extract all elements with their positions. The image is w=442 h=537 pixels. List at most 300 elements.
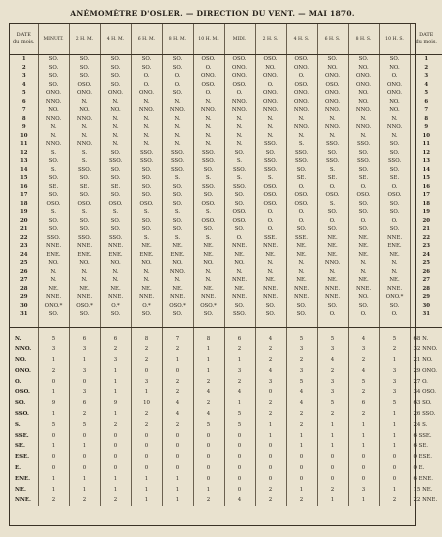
count-cell: 2	[131, 409, 162, 420]
count-cell: 2	[162, 420, 193, 431]
count-row	[10, 344, 442, 355]
wind-direction-cell: OSO.	[348, 191, 379, 200]
day-number: 1	[410, 55, 442, 64]
count-cell: 2	[379, 495, 410, 506]
wind-direction-cell: NE.	[286, 242, 317, 251]
wind-direction-cell: NNO.	[317, 123, 348, 132]
count-cell: 4	[348, 366, 379, 377]
count-cell: 1	[317, 420, 348, 431]
day-number: 24	[19, 251, 28, 258]
count-cell: 0	[224, 431, 255, 442]
wind-direction-cell: SO.	[224, 191, 255, 200]
wind-direction-cell: OSO.	[255, 183, 286, 192]
wind-direction-cell: NE.	[193, 285, 224, 294]
wind-direction-cell: SSO.	[379, 157, 410, 166]
wind-direction-table-frame	[9, 23, 438, 526]
direction-label: N.	[15, 335, 22, 342]
wind-direction-cell: N.	[100, 115, 131, 124]
wind-direction-cell: O.	[317, 217, 348, 226]
day-number: 20	[410, 217, 442, 226]
wind-direction-cell: N.	[379, 268, 410, 277]
wind-direction-cell: O.	[379, 72, 410, 81]
wind-direction-cell: SO.	[100, 310, 131, 319]
wind-direction-cell: N.	[348, 268, 379, 277]
wind-direction-cell: O.	[224, 234, 255, 243]
wind-direction-cell: SE.	[379, 174, 410, 183]
wind-direction-cell: O.	[162, 72, 193, 81]
direction-label: S.	[15, 421, 21, 428]
wind-direction-cell: NNO.	[38, 140, 69, 149]
wind-direction-cell: NNO.	[317, 106, 348, 115]
direction-label: NNE.	[15, 497, 31, 504]
count-cell: 1	[38, 409, 69, 420]
wind-direction-cell: NO.	[193, 259, 224, 268]
count-cell: 3	[317, 387, 348, 398]
direction-label: SE.	[15, 443, 25, 450]
day-number: 31	[19, 311, 28, 317]
count-cell: 2	[162, 377, 193, 388]
wind-direction-cell: NE.	[255, 276, 286, 285]
wind-direction-cell: SO.	[348, 302, 379, 311]
count-cell: 2	[255, 485, 286, 496]
wind-direction-cell: O.	[255, 81, 286, 90]
wind-direction-cell: N.	[131, 123, 162, 132]
wind-direction-cell: N.	[379, 115, 410, 124]
wind-direction-cell: O.	[379, 183, 410, 192]
daily-observations	[10, 55, 442, 328]
day-number: 9	[410, 123, 442, 132]
wind-direction-cell: N.	[224, 123, 255, 132]
wind-direction-cell: OSO.	[379, 191, 410, 200]
wind-direction-cell: N.	[193, 123, 224, 132]
day-number: 5	[21, 90, 26, 96]
day-number: 22	[19, 234, 28, 241]
table-row	[10, 285, 442, 294]
count-cell: 10	[131, 398, 162, 409]
count-cell: 2	[193, 398, 224, 409]
wind-direction-cell: ONO.	[255, 98, 286, 107]
wind-direction-cell: SSO.	[286, 149, 317, 158]
wind-direction-cell: NO.	[38, 259, 69, 268]
count-cell: 9	[38, 398, 69, 409]
wind-direction-cell: N.	[348, 259, 379, 268]
wind-direction-cell: NE.	[348, 276, 379, 285]
count-cell: 1	[38, 387, 69, 398]
count-cell: 2	[38, 495, 69, 506]
table-row	[10, 140, 442, 149]
count-cell: 3	[38, 344, 69, 355]
wind-direction-cell: SO.	[162, 64, 193, 73]
count-cell: 4	[224, 495, 255, 506]
wind-direction-cell: ONO.	[317, 98, 348, 107]
wind-direction-cell: OSO.	[193, 217, 224, 226]
wind-direction-cell: N.	[162, 123, 193, 132]
wind-direction-cell: NO.	[348, 293, 379, 302]
count-cell: 8	[193, 334, 224, 345]
wind-direction-cell: N.	[38, 276, 69, 285]
count-cell: 0	[348, 452, 379, 463]
wind-direction-cell: N.	[286, 132, 317, 141]
wind-direction-cell: N.	[162, 276, 193, 285]
wind-direction-cell: S.	[162, 174, 193, 183]
wind-direction-cell: O.	[193, 89, 224, 98]
wind-direction-cell: O.	[286, 183, 317, 192]
wind-direction-cell: OSO.	[69, 200, 100, 209]
wind-direction-cell: SE.	[69, 183, 100, 192]
wind-direction-cell: SSO.	[317, 140, 348, 149]
count-cell: 2	[317, 485, 348, 496]
day-number: 15	[19, 175, 28, 181]
day-number: 11	[19, 141, 28, 147]
wind-direction-cell: OSO.	[255, 200, 286, 209]
count-cell: 0	[193, 452, 224, 463]
count-cell: 0	[348, 474, 379, 485]
wind-direction-cell: SO.	[38, 72, 69, 81]
wind-direction-cell: N.	[69, 268, 100, 277]
wind-direction-cell: S.	[38, 149, 69, 158]
wind-direction-cell: NE.	[348, 234, 379, 243]
count-cell: 1	[38, 441, 69, 452]
wind-direction-cell: SO.	[162, 191, 193, 200]
wind-direction-cell: SO.	[100, 81, 131, 90]
direction-total: 63 SO.	[410, 398, 442, 409]
day-number: 27	[410, 276, 442, 285]
day-number: 2	[21, 64, 26, 71]
wind-direction-cell: NNE.	[69, 293, 100, 302]
count-cell: 1	[131, 387, 162, 398]
count-cell: 1	[348, 441, 379, 452]
wind-direction-cell: NNO.	[286, 106, 317, 115]
wind-direction-cell: NO.	[348, 64, 379, 73]
count-cell: 2	[69, 495, 100, 506]
count-cell: 0	[131, 463, 162, 474]
wind-direction-cell: S.	[162, 208, 193, 217]
wind-direction-cell: NNE.	[131, 293, 162, 302]
wind-direction-cell: NNO.	[317, 259, 348, 268]
count-cell: 5	[224, 420, 255, 431]
day-number: 21	[19, 226, 28, 232]
count-cell: 0	[224, 474, 255, 485]
wind-direction-cell: S.	[69, 149, 100, 158]
wind-direction-cell: SO.	[38, 310, 69, 319]
direction-label: O.	[15, 378, 22, 385]
wind-direction-cell: O.	[162, 81, 193, 90]
table-row	[10, 98, 442, 107]
wind-direction-cell: SO.	[379, 55, 410, 64]
day-number: 21	[410, 225, 442, 234]
day-number: 23	[19, 243, 28, 249]
wind-direction-cell: NE.	[69, 285, 100, 294]
count-cell: 5	[379, 334, 410, 345]
wind-direction-cell: SO.	[348, 200, 379, 209]
count-cell: 0	[69, 463, 100, 474]
wind-direction-cell: NNO.	[162, 268, 193, 277]
table-row	[10, 259, 442, 268]
wind-direction-cell: NO.	[38, 106, 69, 115]
wind-direction-cell: SO.	[69, 217, 100, 226]
wind-direction-cell: OSO.*	[193, 302, 224, 311]
wind-direction-cell: N.	[38, 268, 69, 277]
direction-label: SSO.	[15, 411, 29, 418]
wind-direction-cell: N.	[286, 259, 317, 268]
wind-direction-cell: ONO.	[100, 89, 131, 98]
wind-direction-cell: OSO.	[286, 55, 317, 64]
wind-direction-cell: NE.	[224, 285, 255, 294]
wind-direction-cell: N.	[286, 268, 317, 277]
day-number: 25	[19, 260, 28, 266]
wind-direction-cell: O.	[317, 183, 348, 192]
count-cell: 1	[100, 474, 131, 485]
count-row	[10, 452, 442, 463]
day-number: 2	[410, 64, 442, 73]
wind-direction-cell: SO.	[379, 208, 410, 217]
wind-direction-cell: SO.	[100, 64, 131, 73]
count-cell: 1	[286, 431, 317, 442]
wind-direction-cell: ONO.	[317, 89, 348, 98]
wind-direction-cell: NO.	[224, 259, 255, 268]
count-cell: 1	[379, 485, 410, 496]
wind-direction-cell: NNE.	[38, 242, 69, 251]
wind-direction-cell: N.	[255, 115, 286, 124]
count-cell: 1	[162, 474, 193, 485]
count-cell: 1	[286, 485, 317, 496]
wind-direction-cell: SSO.	[348, 140, 379, 149]
direction-total: 0 E.	[410, 463, 442, 474]
direction-label: SSE.	[15, 432, 29, 439]
wind-direction-cell: SO.	[348, 55, 379, 64]
wind-direction-cell: SO.	[317, 302, 348, 311]
wind-direction-cell: NO.	[100, 106, 131, 115]
count-cell: 0	[224, 463, 255, 474]
wind-direction-cell: OSO.	[69, 81, 100, 90]
count-cell: 3	[255, 377, 286, 388]
wind-direction-cell: SSO.	[224, 183, 255, 192]
wind-direction-cell: OSO.	[286, 81, 317, 90]
table-row	[10, 55, 442, 64]
direction-total: 6 SE.	[410, 441, 442, 452]
wind-direction-cell: O.	[224, 89, 255, 98]
count-cell: 4	[286, 398, 317, 409]
table-row	[10, 174, 442, 183]
day-number: 26	[19, 268, 28, 275]
count-cell: 2	[224, 377, 255, 388]
table-row	[10, 89, 442, 98]
wind-direction-cell: OSO.	[193, 200, 224, 209]
count-cell: 5	[317, 398, 348, 409]
day-number: 20	[19, 217, 28, 224]
wind-direction-cell: SSE.	[286, 234, 317, 243]
wind-direction-cell: SSO.	[38, 234, 69, 243]
count-cell: 1	[224, 398, 255, 409]
page	[9, 9, 438, 526]
count-cell: 5	[286, 334, 317, 345]
wind-direction-cell: O.	[286, 72, 317, 81]
wind-direction-cell: NE.	[317, 234, 348, 243]
wind-direction-cell: SO.	[100, 72, 131, 81]
wind-direction-cell: N.	[348, 115, 379, 124]
wind-direction-cell: SO.	[162, 310, 193, 319]
count-cell: 1	[69, 474, 100, 485]
wind-direction-cell: S.	[255, 174, 286, 183]
hour-column-header: 4 H. M.	[100, 24, 131, 55]
page-title: ANÉMOMÈTRE D'OSLER. — DIRECTION DU VENT. — MAI 1870.	[70, 9, 355, 18]
wind-direction-cell: NO.	[100, 259, 131, 268]
count-cell: 0	[162, 452, 193, 463]
wind-direction-cell: SO.	[162, 225, 193, 234]
wind-direction-cell: NE.	[286, 276, 317, 285]
wind-direction-cell: SSO.	[162, 149, 193, 158]
wind-direction-cell: NNO.	[38, 115, 69, 124]
count-row	[10, 377, 442, 388]
count-cell: 0	[38, 463, 69, 474]
count-cell: 0	[131, 366, 162, 377]
wind-direction-cell: NE.	[379, 251, 410, 260]
wind-direction-cell: NNE.	[255, 285, 286, 294]
wind-direction-cell: ONO.	[255, 89, 286, 98]
count-cell: 1	[69, 441, 100, 452]
table-row	[10, 64, 442, 73]
wind-direction-cell: SO.	[286, 225, 317, 234]
count-cell: 6	[348, 398, 379, 409]
wind-direction-cell: SO.	[348, 225, 379, 234]
count-cell: 5	[38, 420, 69, 431]
wind-direction-cell: N.	[255, 123, 286, 132]
count-cell: 1	[317, 495, 348, 506]
count-cell: 2	[255, 344, 286, 355]
wind-direction-cell: N.	[162, 140, 193, 149]
wind-direction-cell: SO.	[38, 217, 69, 226]
count-cell: 0	[255, 387, 286, 398]
hour-column-header: 6 H. S.	[317, 24, 348, 55]
wind-direction-cell: SO.	[100, 149, 131, 158]
table-header	[10, 24, 442, 55]
table-row	[10, 166, 442, 175]
direction-label: OSO.	[15, 389, 30, 396]
wind-direction-cell: S.	[193, 174, 224, 183]
day-number: 12	[19, 149, 28, 156]
wind-direction-cell: NNE.	[224, 293, 255, 302]
day-number: 15	[410, 174, 442, 183]
count-cell: 1	[100, 485, 131, 496]
wind-direction-cell: NO.	[379, 64, 410, 73]
direction-total: 27 O.	[410, 377, 442, 388]
wind-direction-cell: SO.	[317, 149, 348, 158]
wind-direction-cell: NNE.	[379, 234, 410, 243]
count-cell: 3	[379, 377, 410, 388]
direction-label: ENE.	[15, 475, 31, 482]
wind-direction-cell: NNO.	[69, 115, 100, 124]
wind-direction-cell: ONO.*	[38, 302, 69, 311]
count-cell: 1	[100, 366, 131, 377]
wind-direction-cell: ENE.	[131, 251, 162, 260]
wind-direction-cell: O.	[348, 217, 379, 226]
hour-column-header: 6 H. M.	[131, 24, 162, 55]
count-cell: 1	[193, 366, 224, 377]
day-number: 31	[410, 310, 442, 319]
direction-label: E.	[15, 465, 21, 472]
wind-direction-cell: O.*	[100, 302, 131, 311]
wind-direction-cell: NE.	[317, 276, 348, 285]
wind-direction-cell: SSO.	[224, 166, 255, 175]
day-number: 10	[410, 132, 442, 141]
count-cell: 2	[162, 387, 193, 398]
count-cell: 1	[379, 420, 410, 431]
wind-direction-cell: SE.	[100, 183, 131, 192]
wind-direction-cell: N.	[379, 132, 410, 141]
wind-direction-cell: SO.	[193, 310, 224, 319]
count-cell: 3	[69, 366, 100, 377]
day-number: 8	[21, 115, 26, 122]
wind-direction-cell: N.	[38, 123, 69, 132]
day-number: 27	[19, 277, 28, 283]
count-cell: 1	[317, 431, 348, 442]
count-cell: 1	[100, 387, 131, 398]
hour-column-header: 8 H. S.	[348, 24, 379, 55]
wind-direction-cell: NO.	[131, 259, 162, 268]
wind-direction-cell: NO.	[379, 106, 410, 115]
count-cell: 2	[131, 420, 162, 431]
wind-direction-cell: O.	[348, 183, 379, 192]
table-row	[10, 208, 442, 217]
direction-label: SO.	[15, 400, 26, 407]
day-number: 1	[21, 56, 26, 62]
count-cell: 3	[379, 387, 410, 398]
table-row	[10, 242, 442, 251]
count-cell: 2	[286, 355, 317, 366]
wind-direction-cell: N.	[131, 98, 162, 107]
table-row	[10, 268, 442, 277]
count-cell: 0	[100, 431, 131, 442]
wind-direction-cell: O.	[193, 64, 224, 73]
count-cell: 5	[193, 420, 224, 431]
count-cell: 0	[317, 452, 348, 463]
wind-direction-cell: ENE.	[379, 242, 410, 251]
direction-total: 22 NNE.	[410, 495, 442, 506]
wind-direction-cell: SO.	[38, 225, 69, 234]
count-cell: 2	[348, 409, 379, 420]
count-cell: 3	[100, 355, 131, 366]
day-number: 30	[410, 302, 442, 311]
wind-direction-cell: SO.	[224, 200, 255, 209]
wind-direction-cell: S.	[317, 200, 348, 209]
day-number: 13	[410, 157, 442, 166]
wind-direction-cell: SSO.	[255, 157, 286, 166]
wind-direction-cell: N.	[224, 140, 255, 149]
wind-direction-cell: ONO.	[38, 89, 69, 98]
count-cell: 2	[348, 387, 379, 398]
count-row	[10, 474, 442, 485]
day-number: 13	[19, 158, 28, 164]
count-cell: 3	[317, 377, 348, 388]
count-cell: 0	[317, 463, 348, 474]
wind-direction-cell: O.	[131, 72, 162, 81]
wind-direction-cell: ONO.	[379, 81, 410, 90]
count-cell: 2	[100, 344, 131, 355]
wind-direction-cell: ONO.	[379, 89, 410, 98]
wind-direction-cell: SO.	[131, 191, 162, 200]
wind-direction-cell: SSO.	[100, 157, 131, 166]
day-number: 4	[21, 81, 26, 88]
wind-direction-cell: S.	[193, 234, 224, 243]
day-number: 23	[410, 242, 442, 251]
day-number: 16	[19, 183, 28, 190]
wind-direction-cell: NE.	[193, 242, 224, 251]
wind-direction-cell: N.	[162, 132, 193, 141]
wind-direction-cell: NNE.	[286, 285, 317, 294]
wind-direction-cell: SO.	[69, 310, 100, 319]
wind-direction-cell: N.	[255, 132, 286, 141]
wind-direction-cell: SO.	[38, 55, 69, 64]
